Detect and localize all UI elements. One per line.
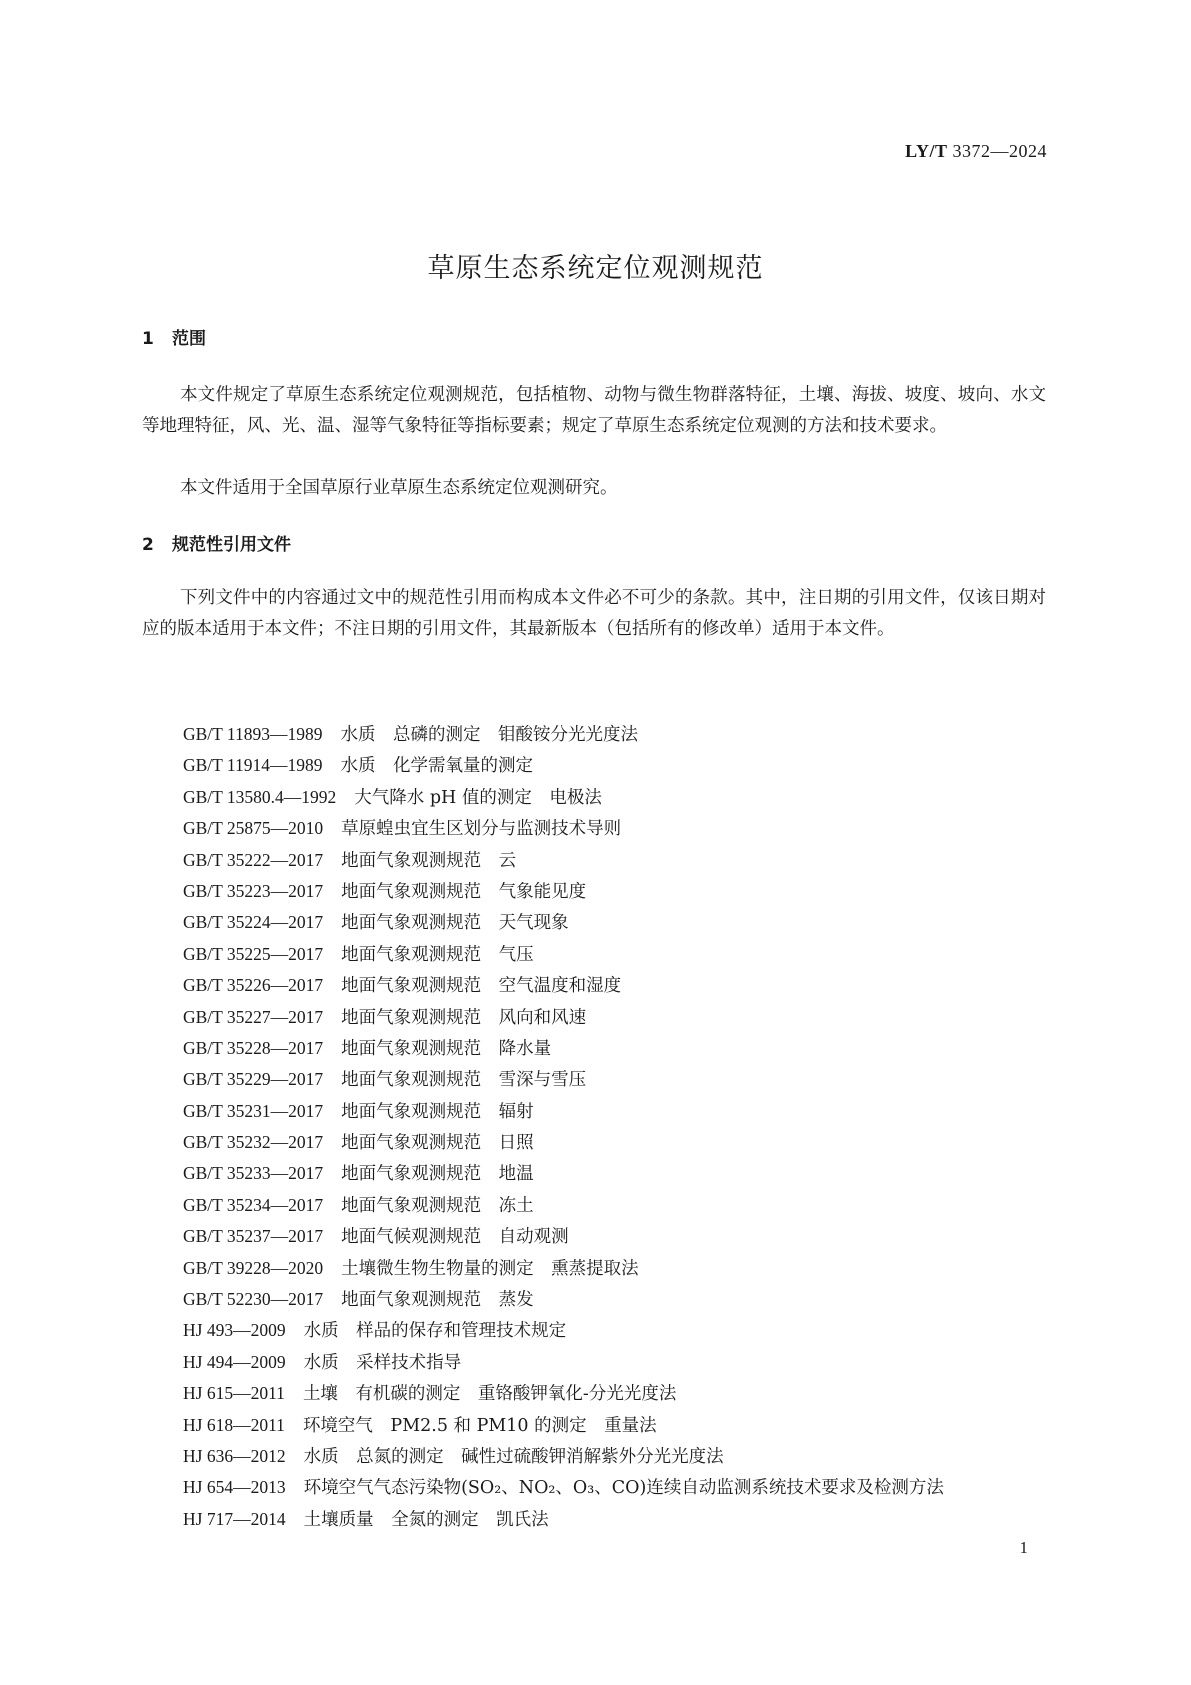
reference-item [183,845,1063,876]
section-title: 范围 [172,329,206,349]
reference-item [183,1410,1063,1441]
reference-title: 环境空气气态污染物(SO₂、NO₂、O₃、CO)连续自动监测系统技术要求及检测方法 [303,1478,944,1499]
reference-code: GB/T 39228—2020 [183,1257,324,1278]
reference-item [183,939,1063,970]
reference-item [183,1504,1063,1535]
reference-code: GB/T 52230—2017 [183,1289,324,1310]
reference-code: GB/T 35223—2017 [183,880,324,901]
reference-item [183,1441,1063,1472]
page-number: 1 [1019,1538,1028,1557]
reference-item [183,1221,1063,1252]
reference-code: GB/T 35225—2017 [183,943,324,964]
reference-code: HJ 494—2009 [183,1351,286,1372]
document-title: 草原生态系统定位观测规范 [427,253,764,284]
reference-code: GB/T 35229—2017 [183,1069,324,1090]
reference-title: 水质 总氮的测定 碱性过硫酸钾消解紫外分光光度法 [303,1446,724,1467]
reference-item [183,876,1063,907]
reference-code: GB/T 35228—2017 [183,1037,324,1058]
reference-item [183,719,1063,750]
reference-title: 草原蝗虫宜生区划分与监测技术导则 [341,819,622,840]
reference-code: GB/T 35224—2017 [183,912,324,933]
reference-code: HJ 615—2011 [183,1383,285,1404]
reference-title: 地面气象观测规范 辐射 [341,1101,534,1122]
reference-code: GB/T 13580.4—1992 [183,786,337,807]
standard-code [905,141,1047,162]
reference-title: 地面气象观测规范 冻土 [341,1195,534,1216]
reference-title: 地面气象观测规范 气压 [341,944,534,965]
section-1-heading [142,324,206,349]
standard-number: 3372—2024 [952,141,1047,161]
reference-title: 地面气象观测规范 降水量 [341,1038,552,1059]
reference-code: GB/T 11893—1989 [183,724,323,744]
reference-code: GB/T 35226—2017 [183,975,324,996]
reference-item [183,1190,1063,1221]
reference-title: 地面气象观测规范 日照 [341,1133,534,1154]
reference-list [183,719,1063,1535]
reference-code: HJ 636—2012 [183,1445,286,1466]
reference-item [183,1378,1063,1409]
scope-paragraph-1: 本文件规定了草原生态系统定位观测规范，包括植物、动物与微生物群落特征，土壤、海拔、坡度、坡向、水文等地理特征，风、光、温、湿等气象特征等指标要素；规定了草原生态系统定位观测的方法和技术要求。 [142,385,1046,436]
reference-item [183,970,1063,1001]
reference-item [183,1096,1063,1127]
normative-intro: 下列文件中的内容通过文中的规范性引用而构成本文件必不可少的条款。其中，注日期的引用文件，仅该日期对应的版本适用于本文件；不注日期的引用文件，其最新版本（包括所有的修改单）适用于本文件。 [142,588,1046,639]
reference-title: 地面气象观测规范 蒸发 [341,1290,534,1311]
reference-title: 地面气象观测规范 雪深与雪压 [341,1070,587,1091]
reference-item [183,1284,1063,1315]
reference-code: GB/T 25875—2010 [183,818,324,839]
reference-title: 土壤微生物生物量的测定 熏蒸提取法 [341,1258,639,1279]
reference-item [183,813,1063,844]
section-title: 规范性引用文件 [172,535,291,555]
reference-code: HJ 618—2011 [183,1414,285,1435]
reference-title: 水质 采样技术指导 [303,1352,462,1373]
scope-paragraph-2: 本文件适用于全国草原行业草原生态系统定位观测研究。 [180,478,618,498]
reference-code: GB/T 35231—2017 [183,1100,324,1121]
section-number: 1 [142,329,154,349]
reference-item [183,782,1063,813]
reference-code: HJ 493—2009 [183,1320,286,1341]
reference-title: 土壤质量 全氮的测定 凯氏法 [303,1509,549,1530]
reference-item [183,1315,1063,1346]
reference-title: 地面气象观测规范 天气现象 [341,913,569,934]
reference-item [183,1002,1063,1033]
reference-title: 地面气象观测规范 空气温度和湿度 [341,976,622,997]
reference-title: 地面气象观测规范 地温 [341,1164,534,1185]
reference-item [183,1472,1063,1503]
standard-prefix: LY/T [905,141,948,161]
reference-code: HJ 717—2014 [183,1508,286,1529]
reference-title: 水质 样品的保存和管理技术规定 [303,1321,567,1342]
reference-title: 土壤 有机碳的测定 重铬酸钾氧化-分光光度法 [302,1384,677,1405]
reference-title: 水质 化学需氧量的测定 [340,756,534,777]
reference-title: 地面气象观测规范 云 [341,850,517,871]
reference-title: 地面气象观测规范 风向和风速 [341,1007,587,1028]
reference-code: GB/T 11914—1989 [183,755,323,776]
reference-code: GB/T 35234—2017 [183,1194,324,1215]
reference-item [183,1253,1063,1284]
reference-item [183,907,1063,938]
reference-title: 水质 总磷的测定 钼酸铵分光光度法 [340,725,639,745]
reference-item [183,1158,1063,1189]
reference-item [183,750,1063,781]
reference-item [183,1033,1063,1064]
reference-item [183,1127,1063,1158]
reference-code: GB/T 35227—2017 [183,1006,324,1027]
reference-title: 地面气候观测规范 自动观测 [341,1227,569,1248]
reference-code: GB/T 35233—2017 [183,1163,324,1184]
reference-title: 环境空气 PM2.5 和 PM10 的测定 重量法 [302,1415,657,1436]
section-number: 2 [142,535,154,555]
reference-title: 大气降水 pH 值的测定 电极法 [354,787,602,808]
reference-code: GB/T 35237—2017 [183,1226,324,1247]
reference-title: 地面气象观测规范 气象能见度 [341,881,587,902]
reference-item [183,1064,1063,1095]
reference-code: GB/T 35232—2017 [183,1132,324,1153]
reference-code: GB/T 35222—2017 [183,849,324,870]
section-2-heading [142,530,291,555]
reference-item [183,1347,1063,1378]
reference-code: HJ 654—2013 [183,1477,286,1498]
